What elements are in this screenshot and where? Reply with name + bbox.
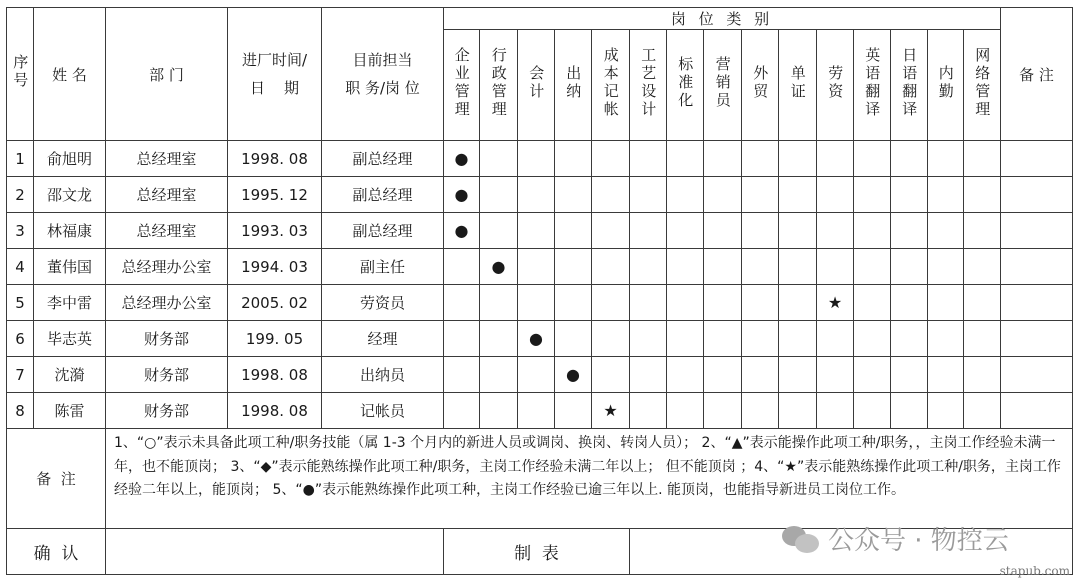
category-cell (667, 357, 704, 393)
row-duty: 经理 (322, 321, 444, 357)
category-cell (891, 285, 928, 321)
table-row (7, 141, 1073, 177)
category-cell (480, 213, 518, 249)
category-cell (480, 321, 518, 357)
category-cell (817, 321, 854, 357)
row-date: 1995. 12 (228, 177, 322, 213)
category-cell (555, 285, 592, 321)
row-remarks (1001, 357, 1073, 393)
table-row (7, 213, 1073, 249)
row-remarks (1001, 393, 1073, 429)
confirm-label: 确 认 (7, 529, 106, 575)
category-cell (964, 249, 1001, 285)
category-cell (444, 321, 480, 357)
category-cell (704, 249, 742, 285)
row-remarks (1001, 177, 1073, 213)
category-cell (555, 321, 592, 357)
row-seq: 7 (7, 357, 34, 393)
row-dept: 财务部 (106, 321, 228, 357)
row-dept: 总经理办公室 (106, 249, 228, 285)
category-cell (817, 393, 854, 429)
category-cell (704, 177, 742, 213)
header-category: 成本记帐 (592, 30, 630, 141)
category-cell (928, 249, 964, 285)
category-cell (555, 357, 592, 393)
dot-mark-icon: ● (454, 185, 469, 204)
category-cell (667, 321, 704, 357)
dot-mark-icon: ● (566, 365, 580, 384)
row-dept: 财务部 (106, 357, 228, 393)
header-category: 网络管理 (964, 30, 1001, 141)
category-cell (630, 177, 667, 213)
category-cell (480, 177, 518, 213)
category-cell (964, 321, 1001, 357)
category-cell (891, 321, 928, 357)
category-cell (444, 357, 480, 393)
category-cell (817, 285, 854, 321)
header-category: 单证 (779, 30, 817, 141)
category-cell (444, 249, 480, 285)
category-cell (704, 141, 742, 177)
category-cell (817, 141, 854, 177)
category-cell (928, 321, 964, 357)
row-name: 沈漪 (34, 357, 106, 393)
category-cell (854, 393, 891, 429)
site-watermark: stapub.com (999, 564, 1070, 578)
row-seq: 3 (7, 213, 34, 249)
category-cell (928, 177, 964, 213)
category-cell (742, 141, 779, 177)
category-cell (742, 177, 779, 213)
category-cell (592, 177, 630, 213)
category-cell (854, 285, 891, 321)
header-category-group: 岗 位 类 别 (444, 8, 1001, 30)
header-duty: 目前担当 职 务/岗 位 (322, 8, 444, 141)
category-cell (630, 357, 667, 393)
row-name: 林福康 (34, 213, 106, 249)
category-cell (555, 393, 592, 429)
wechat-icon (782, 524, 820, 554)
table-row (7, 321, 1073, 357)
header-category: 工艺设计 (630, 30, 667, 141)
category-cell (928, 393, 964, 429)
category-cell (630, 141, 667, 177)
category-cell (854, 357, 891, 393)
category-cell (518, 213, 555, 249)
row-dept: 总经理室 (106, 213, 228, 249)
category-cell (667, 285, 704, 321)
category-cell (704, 285, 742, 321)
watermark-text: 公众号 · 物控云 (828, 526, 1009, 556)
header-name: 姓 名 (34, 8, 106, 141)
row-remarks (1001, 285, 1073, 321)
row-dept: 财务部 (106, 393, 228, 429)
category-cell (518, 141, 555, 177)
category-cell (891, 357, 928, 393)
category-cell (480, 357, 518, 393)
header-seq: 序号 (7, 8, 34, 141)
star-mark-icon: ★ (827, 293, 843, 312)
header-category: 标准化 (667, 30, 704, 141)
category-cell (444, 393, 480, 429)
category-cell (630, 213, 667, 249)
row-remarks (1001, 321, 1073, 357)
category-cell (667, 393, 704, 429)
category-cell (779, 321, 817, 357)
category-cell (742, 249, 779, 285)
category-cell (518, 393, 555, 429)
row-duty: 劳资员 (322, 285, 444, 321)
watermark (782, 520, 1009, 557)
row-duty: 副总经理 (322, 141, 444, 177)
row-remarks (1001, 249, 1073, 285)
row-name: 董伟国 (34, 249, 106, 285)
notes-label: 备 注 (7, 429, 106, 529)
row-name: 陈雷 (34, 393, 106, 429)
category-cell (480, 249, 518, 285)
star-mark-icon: ★ (603, 401, 618, 420)
header-category: 日语翻译 (891, 30, 928, 141)
row-name: 毕志英 (34, 321, 106, 357)
row-duty: 记帐员 (322, 393, 444, 429)
category-cell (779, 141, 817, 177)
row-seq: 2 (7, 177, 34, 213)
row-date: 2005. 02 (228, 285, 322, 321)
row-name: 俞旭明 (34, 141, 106, 177)
category-cell (928, 213, 964, 249)
category-cell (518, 177, 555, 213)
row-seq: 5 (7, 285, 34, 321)
row-date: 1998. 08 (228, 141, 322, 177)
category-cell (742, 213, 779, 249)
category-cell (444, 177, 480, 213)
row-duty: 副主任 (322, 249, 444, 285)
category-cell (964, 141, 1001, 177)
category-cell (518, 285, 555, 321)
category-cell (854, 249, 891, 285)
category-cell (964, 357, 1001, 393)
row-seq: 1 (7, 141, 34, 177)
category-cell (704, 393, 742, 429)
category-cell (779, 357, 817, 393)
dot-mark-icon: ● (454, 221, 469, 240)
row-seq: 4 (7, 249, 34, 285)
table-row (7, 357, 1073, 393)
category-cell (779, 249, 817, 285)
header-remarks: 备 注 (1001, 8, 1073, 141)
header-category: 劳资 (817, 30, 854, 141)
category-cell (592, 249, 630, 285)
category-cell (779, 213, 817, 249)
category-cell (779, 285, 817, 321)
category-cell (891, 177, 928, 213)
category-cell (667, 141, 704, 177)
category-cell (630, 249, 667, 285)
category-cell (444, 141, 480, 177)
category-cell (817, 249, 854, 285)
category-cell (742, 357, 779, 393)
category-cell (854, 321, 891, 357)
row-dept: 总经理室 (106, 177, 228, 213)
row-name: 邵文龙 (34, 177, 106, 213)
category-cell (891, 141, 928, 177)
row-duty: 出纳员 (322, 357, 444, 393)
category-cell (592, 213, 630, 249)
table-row (7, 285, 1073, 321)
row-seq: 6 (7, 321, 34, 357)
row-date: 1993. 03 (228, 213, 322, 249)
confirm-field[interactable] (106, 529, 444, 575)
row-name: 李中雷 (34, 285, 106, 321)
header-category: 营销员 (704, 30, 742, 141)
row-remarks (1001, 141, 1073, 177)
header-category: 英语翻译 (854, 30, 891, 141)
category-cell (854, 141, 891, 177)
category-cell (480, 393, 518, 429)
category-cell (928, 285, 964, 321)
category-cell (817, 177, 854, 213)
row-date: 1998. 08 (228, 357, 322, 393)
category-cell (742, 393, 779, 429)
category-cell (928, 357, 964, 393)
header-dept: 部 门 (106, 8, 228, 141)
category-cell (444, 213, 480, 249)
row-date: 199. 05 (228, 321, 322, 357)
category-cell (667, 213, 704, 249)
skills-matrix-table (6, 7, 1073, 575)
category-cell (742, 321, 779, 357)
category-cell (704, 357, 742, 393)
header-category: 外贸 (742, 30, 779, 141)
header-category: 行政管理 (480, 30, 518, 141)
category-cell (630, 285, 667, 321)
category-cell (891, 213, 928, 249)
row-date: 1998. 08 (228, 393, 322, 429)
row-dept: 总经理室 (106, 141, 228, 177)
category-cell (480, 285, 518, 321)
category-cell (704, 213, 742, 249)
header-category: 出纳 (555, 30, 592, 141)
category-cell (891, 249, 928, 285)
category-cell (964, 285, 1001, 321)
table-row (7, 249, 1073, 285)
category-cell (891, 393, 928, 429)
category-cell (480, 141, 518, 177)
row-duty: 副总经理 (322, 177, 444, 213)
category-cell (555, 249, 592, 285)
category-cell (854, 213, 891, 249)
dot-mark-icon: ● (491, 257, 506, 276)
table-row (7, 177, 1073, 213)
row-duty: 副总经理 (322, 213, 444, 249)
category-cell (667, 249, 704, 285)
category-cell (555, 141, 592, 177)
category-cell (779, 177, 817, 213)
row-remarks (1001, 213, 1073, 249)
category-cell (518, 249, 555, 285)
dot-mark-icon: ● (529, 329, 543, 348)
category-cell (630, 393, 667, 429)
row-date: 1994. 03 (228, 249, 322, 285)
header-category: 企业管理 (444, 30, 480, 141)
dot-mark-icon: ● (454, 149, 469, 168)
category-cell (779, 393, 817, 429)
header-category: 会计 (518, 30, 555, 141)
category-cell (444, 285, 480, 321)
category-cell (704, 321, 742, 357)
category-cell (630, 321, 667, 357)
category-cell (555, 177, 592, 213)
category-cell (817, 357, 854, 393)
category-cell (592, 141, 630, 177)
notes-text: 1、“○”表示未具备此项工种/职务技能（属 1-3 个月内的新进人员或调岗、换岗、转岗人员）； 2、“▲”表示能操作此项工种/职务，，主岗工作经验未满一年，也不能顶岗； 3、“◆”表示能熟练操作此项工种/职务，主岗工作经验未满二年以上； 但不能顶岗 ；4、“★”表示能熟练操作此项工种/职务，主岗工作经验二年以上，能顶岗； 5、“●”表示能熟练操作此项工种，主岗工作经验已逾三年以上. 能顶岗，也能指导新进员工岗位工作。 (106, 429, 1073, 529)
category-cell (518, 357, 555, 393)
category-cell (964, 393, 1001, 429)
category-cell (928, 141, 964, 177)
row-dept: 总经理办公室 (106, 285, 228, 321)
row-seq: 8 (7, 393, 34, 429)
category-cell (592, 357, 630, 393)
category-cell (592, 393, 630, 429)
table-row (7, 393, 1073, 429)
category-cell (854, 177, 891, 213)
header-entry-date: 进厂时间/ 日 期 (228, 8, 322, 141)
category-cell (518, 321, 555, 357)
category-cell (667, 177, 704, 213)
category-cell (817, 213, 854, 249)
category-cell (742, 285, 779, 321)
header-category: 内勤 (928, 30, 964, 141)
category-cell (592, 321, 630, 357)
category-cell (592, 285, 630, 321)
category-cell (964, 177, 1001, 213)
category-cell (555, 213, 592, 249)
prepared-label: 制 表 (444, 529, 630, 575)
category-cell (964, 213, 1001, 249)
